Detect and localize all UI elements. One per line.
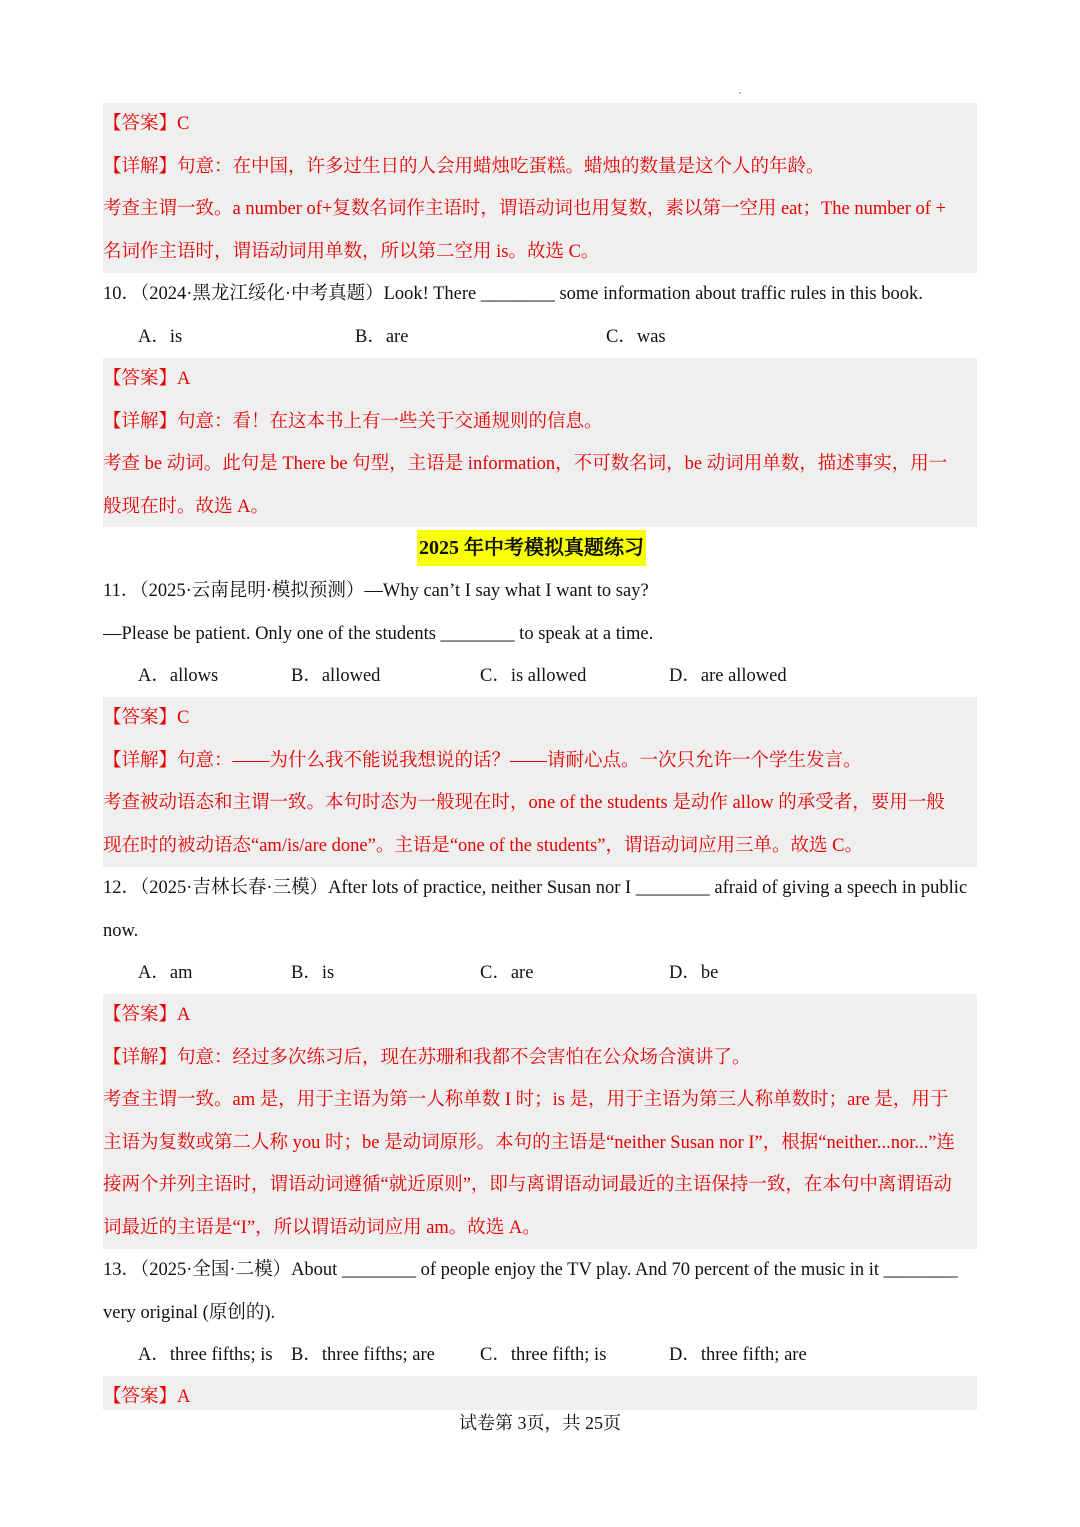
q13-answer-line: 【答案】A bbox=[103, 1387, 191, 1407]
q10-analysis-line: 般现在时。故选 A。 bbox=[103, 496, 269, 517]
q12-answer-line: 【答案】A bbox=[103, 1005, 191, 1025]
q12-stem: 12．（2025·吉林长春·三模）After lots of practice, neither Susan nor I ________ afraid of giving a speech in public bbox=[103, 878, 968, 898]
q13-option-b: B．three fifths; are bbox=[291, 1345, 435, 1365]
q12-analysis-line: 接两个并列主语时，谓语动词遵循“就近原则”，即与离谓语动词最近的主语保持一致，在本句中离谓语动 bbox=[103, 1175, 952, 1195]
section-title: 2025 年中考模拟真题练习 bbox=[417, 530, 646, 566]
q12-option-d: D．be bbox=[669, 963, 719, 983]
q11-analysis-line: 考查被动语态和主谓一致。本句时态为一般现在时，one of the students 是动作 allow 的承受者，要用一般 bbox=[103, 793, 945, 813]
q12-detail-line: 【详解】句意：经过多次练习后，现在苏珊和我都不会害怕在公众场合演讲了。 bbox=[103, 1047, 751, 1068]
q11-stem: —Please be patient. Only one of the students ________ to speak at a time. bbox=[103, 623, 654, 644]
q10-detail-line: 【详解】句意：看！在这本书上有一些关于交通规则的信息。 bbox=[103, 411, 603, 432]
page-footer: 试卷第 3页，共 25页 bbox=[459, 1413, 621, 1433]
q12-option-c: C．are bbox=[480, 963, 534, 983]
q11-option-a: A．allows bbox=[138, 666, 219, 686]
q13-stem: very original (原创的). bbox=[103, 1302, 276, 1323]
q10-option-a: A．is bbox=[138, 326, 183, 347]
q11-answer-line: 【答案】C bbox=[103, 708, 190, 728]
q12-analysis-line: 词最近的主语是“I”，所以谓语动词应用 am。故选 A。 bbox=[103, 1217, 541, 1238]
q9-detail-line: 【详解】句意：在中国，许多过生日的人会用蜡烛吃蛋糕。蜡烛的数量是这个人的年龄。 bbox=[103, 156, 825, 177]
q11-option-b: B．allowed bbox=[291, 666, 381, 686]
q9-analysis-line: 名词作主语时，谓语动词用单数，所以第二空用 is。故选 C。 bbox=[103, 241, 600, 262]
q12-option-b: B．is bbox=[291, 963, 335, 983]
q12-stem: now. bbox=[103, 920, 139, 941]
q12-analysis-line: 主语为复数或第二人称 you 时；be 是动词原形。本句的主语是“neither Susan nor I”，根据“neither...nor...”连 bbox=[103, 1132, 955, 1153]
q13-option-d: D．three fifth; are bbox=[669, 1345, 807, 1365]
q13-option-a: A．three fifths; is bbox=[138, 1345, 273, 1365]
q12-analysis-line: 考查主谓一致。am 是，用于主语为第一人称单数 I 时；is 是，用于主语为第三人称单数时；are 是，用于 bbox=[103, 1090, 949, 1110]
q11-option-c: C．is allowed bbox=[480, 666, 587, 686]
q13-option-c: C．three fifth; is bbox=[480, 1345, 607, 1365]
q11-analysis-line: 现在时的被动语态“am/is/are done”。主语是“one of the students”，谓语动词应用三单。故选 C。 bbox=[103, 835, 863, 856]
scan-dot bbox=[739, 92, 741, 94]
q12-option-a: A．am bbox=[138, 963, 193, 983]
q13-stem: 13．（2025·全国·二模）About ________ of people enjoy the TV play. And 70 percent of the music in it ________ bbox=[103, 1260, 958, 1280]
q11-detail-line: 【详解】句意：——为什么我不能说我想说的话？——请耐心点。一次只允许一个学生发言。 bbox=[103, 750, 862, 771]
q10-option-b: B．are bbox=[355, 326, 409, 347]
q11-stem: 11．（2025·云南昆明·模拟预测）—Why can’t I say what I want to say? bbox=[103, 581, 649, 601]
q10-stem: 10．（2024·黑龙江绥化·中考真题）Look! There ________ some information about traffic rules in this book. bbox=[103, 284, 923, 304]
q10-answer-line: 【答案】A bbox=[103, 369, 191, 389]
q10-analysis-line: 考查 be 动词。此句是 There be 句型，主语是 information，不可数名词，be 动词用单数，描述事实，用一 bbox=[103, 454, 948, 474]
q9-answer-line: 【答案】C bbox=[103, 114, 190, 134]
q10-option-c: C．was bbox=[606, 326, 666, 347]
q9-analysis-line: 考查主谓一致。a number of+复数名词作主语时，谓语动词也用复数，素以第一空用 eat；The number of + bbox=[103, 199, 946, 219]
q11-option-d: D．are allowed bbox=[669, 666, 787, 686]
